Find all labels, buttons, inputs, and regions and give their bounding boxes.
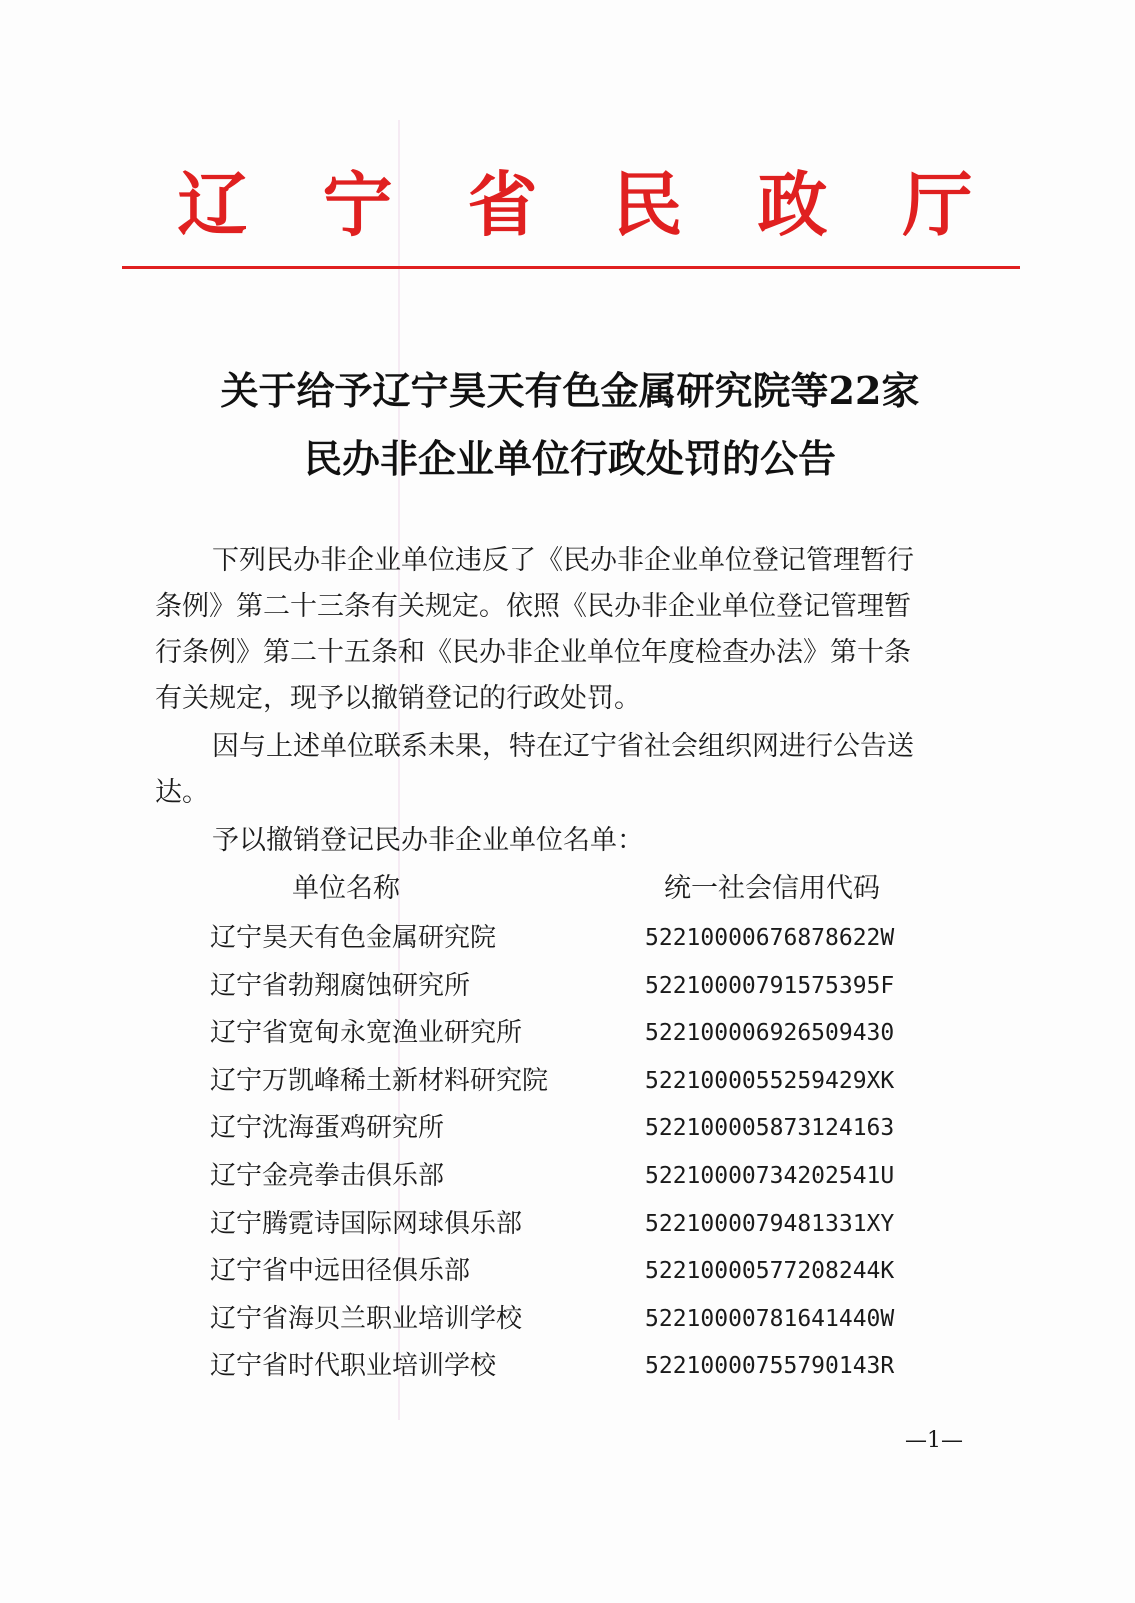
revoked-organization-list xyxy=(210,916,970,1392)
list-item xyxy=(210,1297,970,1345)
paragraph-1-line-1: 下列民办非企业单位违反了《民办非企业单位登记管理暂行 xyxy=(212,545,914,576)
column-header-code: 统一社会信用代码 xyxy=(664,873,880,904)
list-intro: 予以撤销登记民办非企业单位名单： xyxy=(212,825,644,856)
header-char: 辽 xyxy=(177,163,248,246)
paragraph-2-line-2: 达。 xyxy=(155,777,209,808)
header-char: 政 xyxy=(757,163,828,246)
list-item xyxy=(210,916,970,964)
organization-name: 辽宁省宽甸永宽渔业研究所 xyxy=(210,1018,523,1049)
credit-code: 522100006926509430 xyxy=(645,1020,895,1047)
list-item xyxy=(210,1344,970,1392)
header-char: 厅 xyxy=(902,163,973,246)
organization-name: 辽宁省海贝兰职业培训学校 xyxy=(210,1303,523,1334)
document-title-line-1: 关于给予辽宁昊天有色金属研究院等22家 xyxy=(220,368,920,413)
list-item xyxy=(210,1249,970,1297)
organization-name: 辽宁昊天有色金属研究院 xyxy=(210,923,497,953)
credit-code: 52210000791575395F xyxy=(645,972,895,999)
red-header-rule xyxy=(122,266,1020,269)
credit-code: 52210000781641440W xyxy=(645,1305,895,1332)
page-number: —1— xyxy=(905,1428,963,1453)
list-item xyxy=(210,964,970,1012)
paragraph-1-line-3: 行条例》第二十五条和《民办非企业单位年度检查办法》第十条 xyxy=(155,637,911,668)
list-item xyxy=(210,1059,970,1107)
list-item xyxy=(210,1106,970,1154)
organization-name: 辽宁省勃翔腐蚀研究所 xyxy=(210,970,471,1001)
issuing-authority-header xyxy=(175,160,975,250)
header-char: 宁 xyxy=(322,163,393,246)
paragraph-1-line-2: 条例》第二十三条有关规定。依照《民办非企业单位登记管理暂 xyxy=(155,591,911,622)
header-char: 民 xyxy=(612,163,683,246)
credit-code: 52210000734202541U xyxy=(645,1162,895,1189)
list-item xyxy=(210,1202,970,1250)
list-item xyxy=(210,1154,970,1202)
paragraph-2-line-1: 因与上述单位联系未果，特在辽宁省社会组织网进行公告送 xyxy=(212,731,914,762)
column-header-name: 单位名称 xyxy=(292,873,400,904)
document-title-line-2: 民办非企业单位行政处罚的公告 xyxy=(303,436,836,481)
paragraph-1-line-4: 有关规定，现予以撤销登记的行政处罚。 xyxy=(155,683,641,714)
list-item xyxy=(210,1011,970,1059)
organization-name: 辽宁沈海蛋鸡研究所 xyxy=(210,1113,445,1144)
header-char: 省 xyxy=(467,163,538,246)
credit-code: 5221000055259429XK xyxy=(645,1067,895,1094)
organization-name: 辽宁金亮拳击俱乐部 xyxy=(210,1160,445,1191)
credit-code: 522100005873124163 xyxy=(645,1115,895,1142)
organization-name: 辽宁省时代职业培训学校 xyxy=(210,1351,497,1382)
credit-code: 52210000577208244K xyxy=(645,1258,895,1285)
organization-name: 辽宁省中远田径俱乐部 xyxy=(210,1256,471,1287)
credit-code: 5221000079481331XY xyxy=(645,1210,895,1237)
credit-code: 52210000676878622W xyxy=(645,925,895,951)
organization-name: 辽宁腾霓诗国际网球俱乐部 xyxy=(210,1208,523,1239)
credit-code: 52210000755790143R xyxy=(645,1353,895,1380)
organization-name: 辽宁万凯峰稀土新材料研究院 xyxy=(210,1065,549,1096)
